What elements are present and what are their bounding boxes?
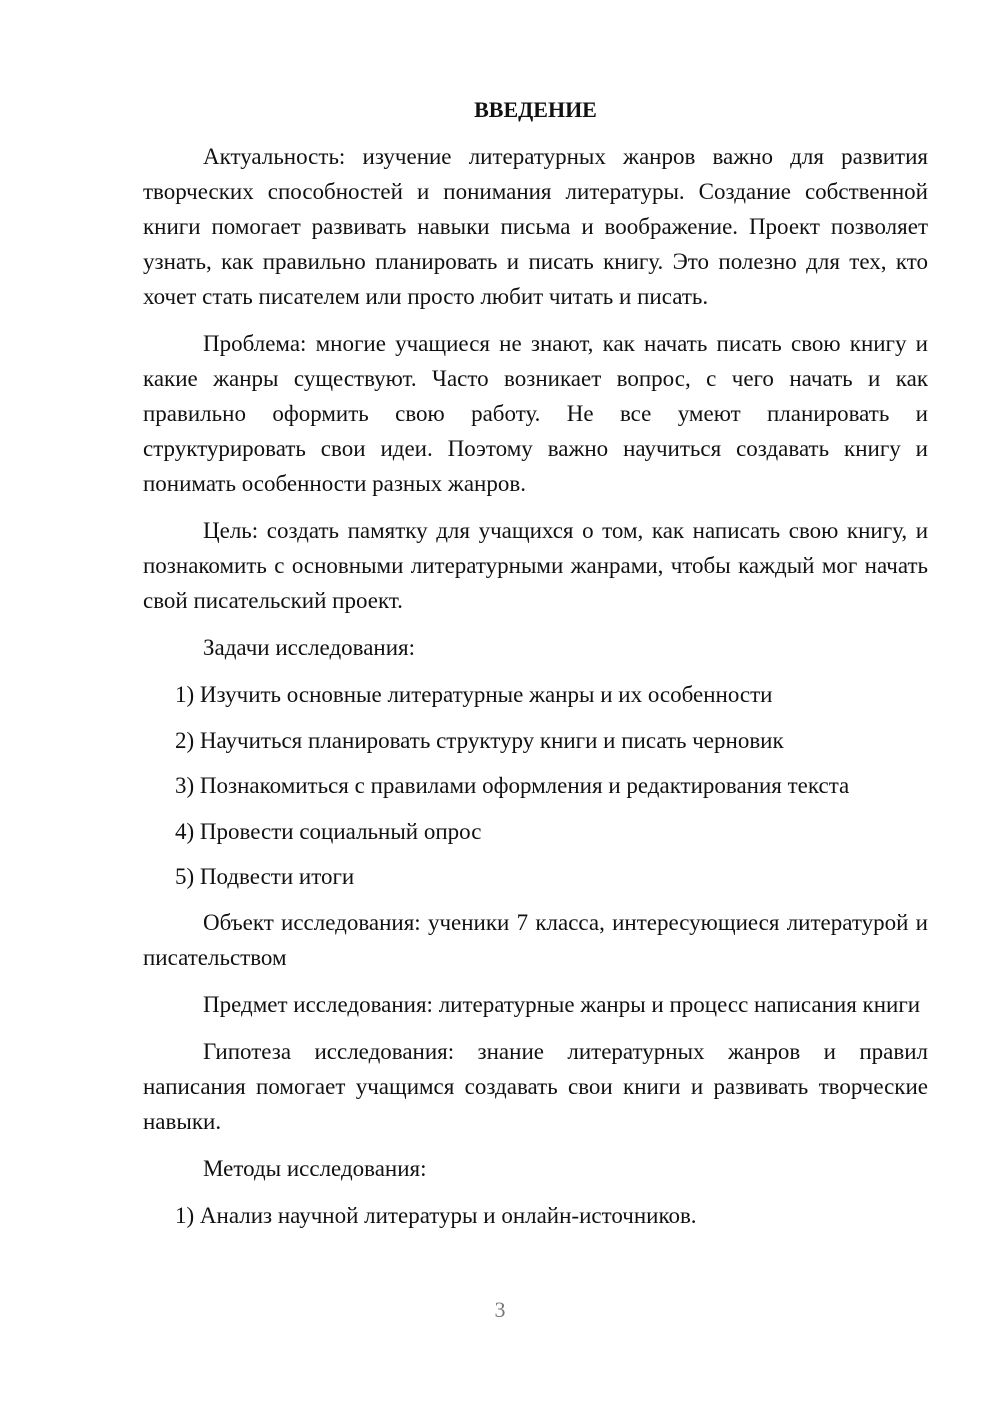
hypothesis-paragraph: Гипотеза исследования: знание литературных жанров и правил написания помогает учащимся создавать свои книги и развивать творческие навыки. xyxy=(143,1038,928,1134)
relevance-paragraph: Актуальность: изучение литературных жанров важно для развития творческих способностей и понимания литературы. Создание собственной книги помогает развивать навыки письма и воображение. Проект позволяет узнать, как правильно планировать и писать книгу. Это полезно для тех, кто хочет стать писателем или просто любит читать и писать. xyxy=(143,144,928,309)
goal-paragraph: Цель: создать памятку для учащихся о том, как написать свою книгу, и познакомить с основными литературными жанрами, чтобы каждый мог начать свой писательский проект. xyxy=(143,518,928,613)
list-item: 1) Изучить основные литературные жанры и их особенности xyxy=(175,682,773,707)
methods-label: Методы исследования: xyxy=(203,1155,427,1181)
list-item: 4) Провести социальный опрос xyxy=(175,818,482,844)
list-item: 5) Подвести итоги xyxy=(175,864,355,889)
tasks-label: Задачи исследования: xyxy=(203,635,416,660)
methods-list xyxy=(143,1198,928,1233)
object-paragraph: Объект исследования: ученики 7 класса, интересующиеся литературой и писательством xyxy=(143,909,928,970)
section-title: ВВЕДЕНИЕ xyxy=(474,97,597,122)
document-page xyxy=(143,92,928,1233)
list-item: 1) Анализ научной литературы и онлайн-источников. xyxy=(175,1202,697,1228)
tasks-list xyxy=(143,677,928,894)
problem-paragraph: Проблема: многие учащиеся не знают, как начать писать свою книгу и какие жанры существуют. Часто возникает вопрос, с чего начать и как правильно оформить свою работу. Не все умеют планировать и структурировать свои идеи. Поэтому важно научиться создавать книгу и понимать особенности разных жанров. xyxy=(143,331,928,496)
subject-paragraph: Предмет исследования: литературные жанры и процесс написания книги xyxy=(203,991,921,1017)
list-item: 3) Познакомиться с правилами оформления и редактирования текста xyxy=(175,773,850,798)
page-number: 3 xyxy=(494,1297,506,1322)
list-item: 2) Научиться планировать структуру книги и писать черновик xyxy=(175,727,784,753)
